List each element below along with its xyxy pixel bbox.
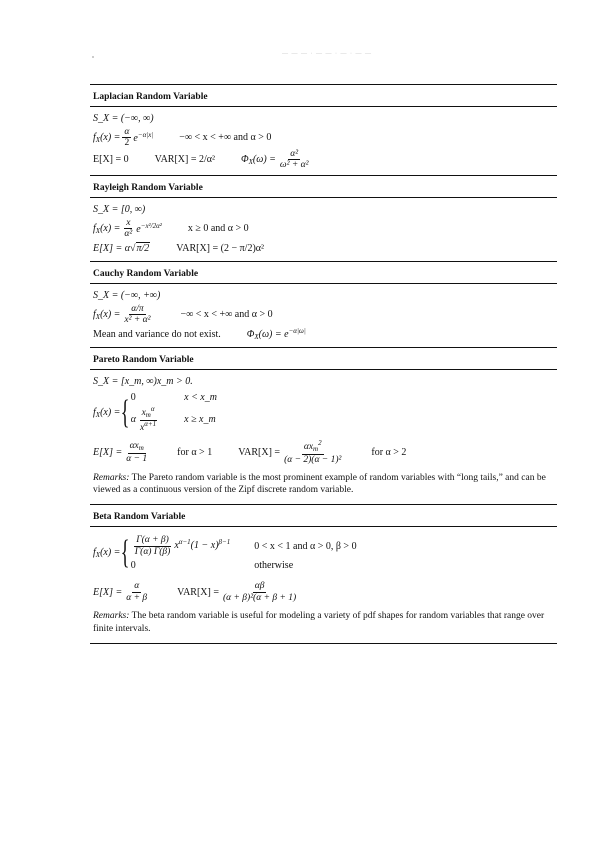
pareto-pdf: $f_X(x)$ = { 0 x < x_m α $\frac{x_m^\alpha}{x^{\alpha+1}}$ x ≥ x_m bbox=[93, 391, 217, 433]
rayleigh-pdf-condition: x ≥ 0 and α > 0 bbox=[187, 223, 249, 235]
beta-pdf: $f_X(x)$ = { $\frac{\Gamma(\alpha + \beta)}{\Gamma(\alpha) \Gamma(\beta)}$ $x^{\alpha-1}(1 - x)^{\beta-1}$ 0 < x < 1 and α > 0, β > 0 0 otherwise bbox=[93, 534, 357, 572]
left-brace: { bbox=[121, 534, 131, 572]
laplacian-moments: E[X] = 0 VAR[X] = 2/α² $\Phi_X(\omega)$ = $\frac{\text{α²}}{\text{ω² + α²}}$ bbox=[93, 148, 309, 171]
rayleigh-section bbox=[90, 198, 557, 261]
cauchy-title: Cauchy Random Variable bbox=[93, 268, 199, 279]
laplacian-variance: VAR[X] = 2/α² bbox=[154, 154, 216, 166]
beta-title: Beta Random Variable bbox=[93, 512, 186, 523]
beta-case-zero: 0 bbox=[130, 560, 136, 572]
pareto-cond-less: x < x_m bbox=[184, 391, 217, 403]
pareto-var-cond: for α > 2 bbox=[371, 447, 407, 458]
left-brace: { bbox=[121, 393, 131, 431]
cauchy-section bbox=[90, 284, 557, 347]
pareto-mean-cond: for α > 1 bbox=[177, 447, 213, 458]
rayleigh-moments: E[X] = α √π/2 VAR[X] = (2 − π/2)α² bbox=[93, 242, 265, 254]
laplacian-pdf-condition: −∞ < x < +∞ and α > 0 bbox=[179, 132, 272, 144]
beta-otherwise: otherwise bbox=[254, 560, 294, 572]
beta-pdf-condition: 0 < x < 1 and α > 0, β > 0 bbox=[254, 540, 357, 552]
pareto-cases: 0 x < x_m α $\frac{x_m^\alpha}{x^{\alpha+1}}$ x ≥ x_m bbox=[130, 391, 217, 433]
beta-section bbox=[90, 527, 557, 643]
beta-cases: $\frac{\Gamma(\alpha + \beta)}{\Gamma(\alpha) \Gamma(\beta)}$ $x^{\alpha-1}(1 - x)^{\beta-1}$ 0 < x < 1 and α > 0, β > 0 0 otherwise bbox=[130, 535, 357, 572]
cauchy-moments: Mean and variance do not exist. $\Phi_X(\omega) = e^{-\alpha|\omega|}$ bbox=[93, 327, 306, 341]
header-mark bbox=[92, 56, 94, 58]
cauchy-pdf-condition: −∞ < x < +∞ and α > 0 bbox=[180, 309, 273, 321]
rayleigh-title: Rayleigh Random Variable bbox=[93, 182, 203, 193]
laplacian-mean: E[X] = 0 bbox=[93, 154, 129, 166]
distribution-table bbox=[90, 84, 557, 644]
pareto-range: S_X = [x_m, ∞)x_m > 0. bbox=[93, 375, 193, 387]
cauchy-pdf: $f_X(x)$ = $\frac{\alpha/\pi}{\text{x² + α²}}$ −∞ < x < +∞ and α > 0 bbox=[93, 303, 273, 326]
pareto-cond-geq: x ≥ x_m bbox=[184, 414, 216, 425]
pareto-case-zero: 0 bbox=[130, 391, 136, 403]
cauchy-range: S_X = (−∞, +∞) bbox=[93, 289, 161, 301]
rayleigh-range: S_X = [0, ∞) bbox=[93, 203, 146, 215]
pareto-remark: Remarks: The Pareto random variable is the most prominent example of random variables with “long tails,” and can be viewed as a continuous version of the Zipf discrete random variable. bbox=[93, 472, 546, 496]
cauchy-moments-note: Mean and variance do not exist. bbox=[93, 328, 221, 340]
page-header-faint: — — — · — — · — · — — bbox=[282, 51, 372, 57]
laplacian-title: Laplacian Random Variable bbox=[93, 92, 208, 102]
pareto-title: Pareto Random Variable bbox=[93, 354, 194, 365]
laplacian-pdf: $f_X(x)$ = $\frac{\alpha}{2}$ $e^{-\alpha|x|}$ −∞ < x < +∞ and α > 0 bbox=[93, 127, 272, 149]
laplacian-section bbox=[90, 107, 557, 175]
beta-remark: Remarks: The beta random variable is useful for modeling a variety of pdf shapes for random variables that range over finite intervals. bbox=[93, 611, 545, 634]
beta-moments: E[X] = $\frac{\alpha}{\alpha + \beta}$ VAR[X] = $\frac{\alpha\beta}{\text{(α + β)²(α + β + 1)}}$ bbox=[93, 581, 297, 603]
pareto-moments: E[X] = $\frac{\alpha x_m}{\alpha - 1}$ for α > 1 VAR[X] = $\frac{\alpha x_m^2}{\text{(α − 2)(α − 1)²}}$ for α > 2 bbox=[93, 438, 407, 465]
rayleigh-variance: VAR[X] = (2 − π/2)α² bbox=[176, 242, 265, 254]
pareto-section bbox=[90, 370, 557, 505]
sqrt-symbol: √π/2 bbox=[130, 242, 150, 254]
rayleigh-pdf: $f_X(x)$ = $\frac{x}{\text{α²}}$ $e^{-x^2/2\alpha^2}$ x ≥ 0 and α > 0 bbox=[93, 217, 249, 240]
bottom-rule bbox=[90, 643, 557, 644]
laplacian-range: S_X = (−∞, ∞) bbox=[93, 113, 154, 124]
